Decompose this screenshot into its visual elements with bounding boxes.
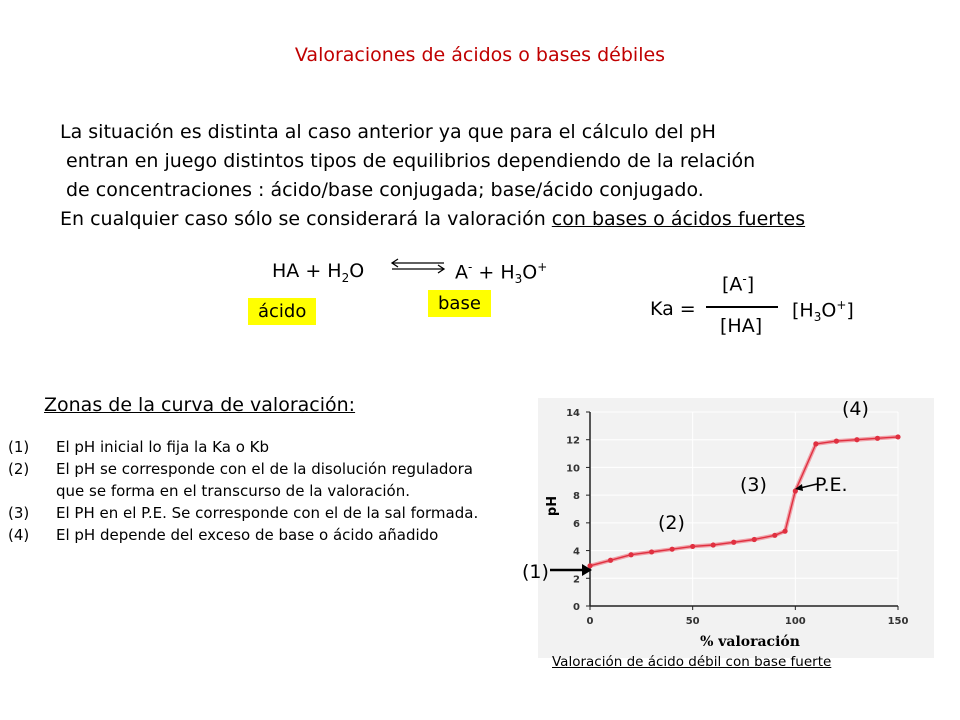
equation-a: A bbox=[455, 261, 468, 284]
zones-item-2-cont: que se forma en el transcurso de la valoración. bbox=[56, 482, 410, 500]
data-point bbox=[854, 437, 859, 442]
data-point bbox=[752, 537, 757, 542]
intro-line-4 bbox=[60, 205, 805, 234]
equation-o: O bbox=[349, 260, 365, 282]
zone-1-arrow-icon bbox=[548, 562, 592, 582]
equation-lhs bbox=[272, 260, 364, 285]
data-point bbox=[608, 558, 613, 563]
data-point bbox=[711, 542, 716, 547]
intro-line-1: La situación es distinta al caso anterior ya que para el cálculo del pH bbox=[60, 121, 716, 143]
y-tick-label: 2 bbox=[573, 574, 580, 586]
data-point bbox=[895, 434, 900, 439]
zones-title: Zonas de la curva de valoración: bbox=[44, 394, 356, 416]
intro-line-4-underlined: con bases o ácidos fuertes bbox=[551, 208, 806, 230]
equation-h3-sub: 3 bbox=[514, 272, 523, 287]
zones-item-2: (2) El pH se corresponde con el de la disolución reguladora bbox=[8, 460, 473, 478]
data-point bbox=[834, 439, 839, 444]
y-tick-label: 0 bbox=[573, 602, 580, 613]
data-point bbox=[690, 544, 695, 549]
pe-label: P.E. bbox=[815, 474, 848, 496]
equation-o2: O bbox=[522, 261, 538, 284]
chart-ylabel: pH bbox=[545, 495, 560, 517]
zone-label-2: (2) bbox=[658, 512, 685, 534]
titration-chart bbox=[538, 398, 934, 658]
zone-label-3: (3) bbox=[740, 474, 767, 496]
zones-item-3: (3) El PH en el P.E. Se corresponde con el de la sal formada. bbox=[8, 504, 479, 522]
ka-h-sup: + bbox=[836, 298, 847, 312]
page-title: Valoraciones de ácidos o bases débiles bbox=[294, 44, 666, 66]
base-label: base bbox=[428, 290, 491, 317]
chart-caption: Valoración de ácido débil con base fuerte bbox=[552, 654, 832, 670]
data-point bbox=[772, 533, 777, 538]
data-point bbox=[628, 552, 633, 557]
ka-h3o bbox=[792, 298, 854, 324]
x-tick-label: 0 bbox=[586, 616, 594, 627]
equilibrium-arrow-icon bbox=[388, 258, 448, 274]
y-tick-label: 4 bbox=[573, 546, 580, 558]
acid-label: ácido bbox=[248, 298, 316, 325]
equation-h2o-sub: 2 bbox=[341, 270, 350, 285]
x-tick-label: 150 bbox=[887, 616, 909, 627]
ka-denominator: [HA] bbox=[720, 315, 763, 337]
data-point bbox=[670, 547, 675, 552]
equation-ha: HA + H bbox=[272, 260, 342, 282]
x-tick-label: 100 bbox=[784, 616, 806, 627]
data-point bbox=[782, 529, 787, 534]
zones-item-4: (4) El pH depende del exceso de base o ácido añadido bbox=[8, 526, 439, 544]
y-tick-label: 10 bbox=[566, 463, 580, 475]
zones-list bbox=[8, 436, 478, 546]
data-point bbox=[813, 441, 818, 446]
ka-h-o: O bbox=[821, 299, 837, 322]
pe-arrow-icon bbox=[793, 478, 819, 492]
data-point bbox=[731, 540, 736, 545]
data-point bbox=[649, 549, 654, 554]
ka-numerator bbox=[722, 272, 754, 295]
chart-xlabel: % valoración bbox=[700, 634, 800, 650]
ka-h-close: ] bbox=[846, 299, 854, 322]
zone-label-1: (1) bbox=[522, 561, 549, 583]
equation-o-sup: + bbox=[537, 260, 548, 274]
ka-fraction-bar bbox=[706, 306, 778, 308]
equation-rhs bbox=[455, 260, 547, 286]
ka-lhs: Ka = bbox=[650, 298, 696, 320]
intro-line-3: de concentraciones : ácido/base conjugada; base/ácido conjugado. bbox=[66, 179, 704, 201]
intro-line-4-text: En cualquier caso sólo se considerará la valoración bbox=[60, 208, 552, 230]
x-tick-label: 50 bbox=[685, 616, 700, 627]
ka-num-close: ] bbox=[746, 273, 755, 296]
equation-plus-h: + H bbox=[472, 261, 515, 284]
data-point bbox=[875, 436, 880, 441]
ka-h-sub: 3 bbox=[813, 310, 822, 325]
equation-a-sup: - bbox=[468, 260, 473, 274]
y-tick-label: 12 bbox=[566, 435, 580, 447]
intro-line-2: entran en juego distintos tipos de equilibrios dependiendo de la relación bbox=[66, 150, 756, 172]
y-tick-label: 8 bbox=[573, 491, 580, 503]
zones-item-1: (1) El pH inicial lo fija la Ka o Kb bbox=[8, 438, 270, 456]
ka-h-open: [H bbox=[792, 299, 814, 322]
y-tick-label: 6 bbox=[573, 518, 580, 530]
y-tick-label: 14 bbox=[566, 408, 580, 419]
ka-num-open: [A bbox=[722, 273, 743, 296]
zone-label-4: (4) bbox=[842, 398, 869, 420]
ka-num-sup: - bbox=[742, 272, 747, 286]
